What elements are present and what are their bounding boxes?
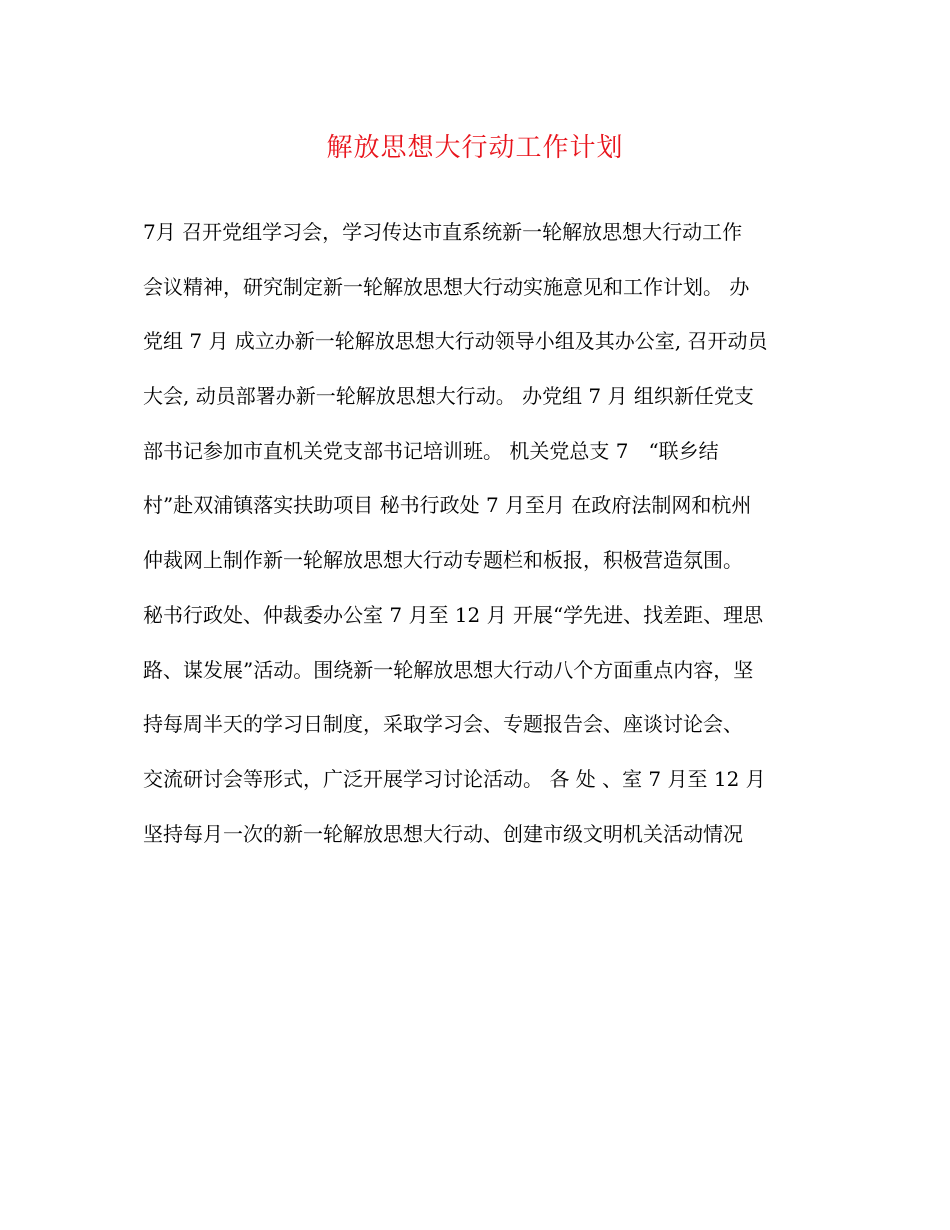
body-line: 7月 召开党组学习会，学习传达市直系统新一轮解放思想大行动工作 [143, 220, 743, 244]
body-line: 大会, 动员部署办新一轮解放思想大行动。 办党组 7 月 组织新任党支 [143, 384, 754, 409]
document-title: 解放思想大行动工作计划 [326, 133, 624, 163]
body-line: 坚持每月一次的新一轮解放思想大行动、创建市级文明机关活动情况 [143, 821, 743, 846]
body-line: 秘书行政处、仲裁委办公室 7 月至 12 月 开展“学先进、找差距、理思 [143, 602, 764, 627]
body-line: 持每周半天的学习日制度，采取学习会、专题报告会、座谈讨论会、 [143, 712, 743, 737]
body-line: 村”赴双浦镇落实扶助项目 秘书行政处 7 月至月 在政府法制网和杭州 [143, 493, 752, 518]
body-line: 路、谋发展”活动。围绕新一轮解放思想大行动八个方面重点内容，坚 [143, 657, 754, 682]
body-line: 仲裁网上制作新一轮解放思想大行动专题栏和板报，积极营造氛围。 [143, 548, 743, 573]
body-line: 会议精神，研究制定新一轮解放思想大行动实施意见和工作计划。 办 [143, 274, 750, 299]
document-body [143, 212, 813, 868]
body-line: 部书记参加市直机关党支部书记培训班。 机关党总支 7 “联乡结 [143, 438, 719, 463]
body-line: 党组 7 月 成立办新一轮解放思想大行动领导小组及其办公室, 召开动员 [143, 329, 768, 354]
body-line: 交流研讨会等形式，广泛开展学习讨论活动。 各 处 、室 7 月至 12 月 [143, 766, 766, 791]
